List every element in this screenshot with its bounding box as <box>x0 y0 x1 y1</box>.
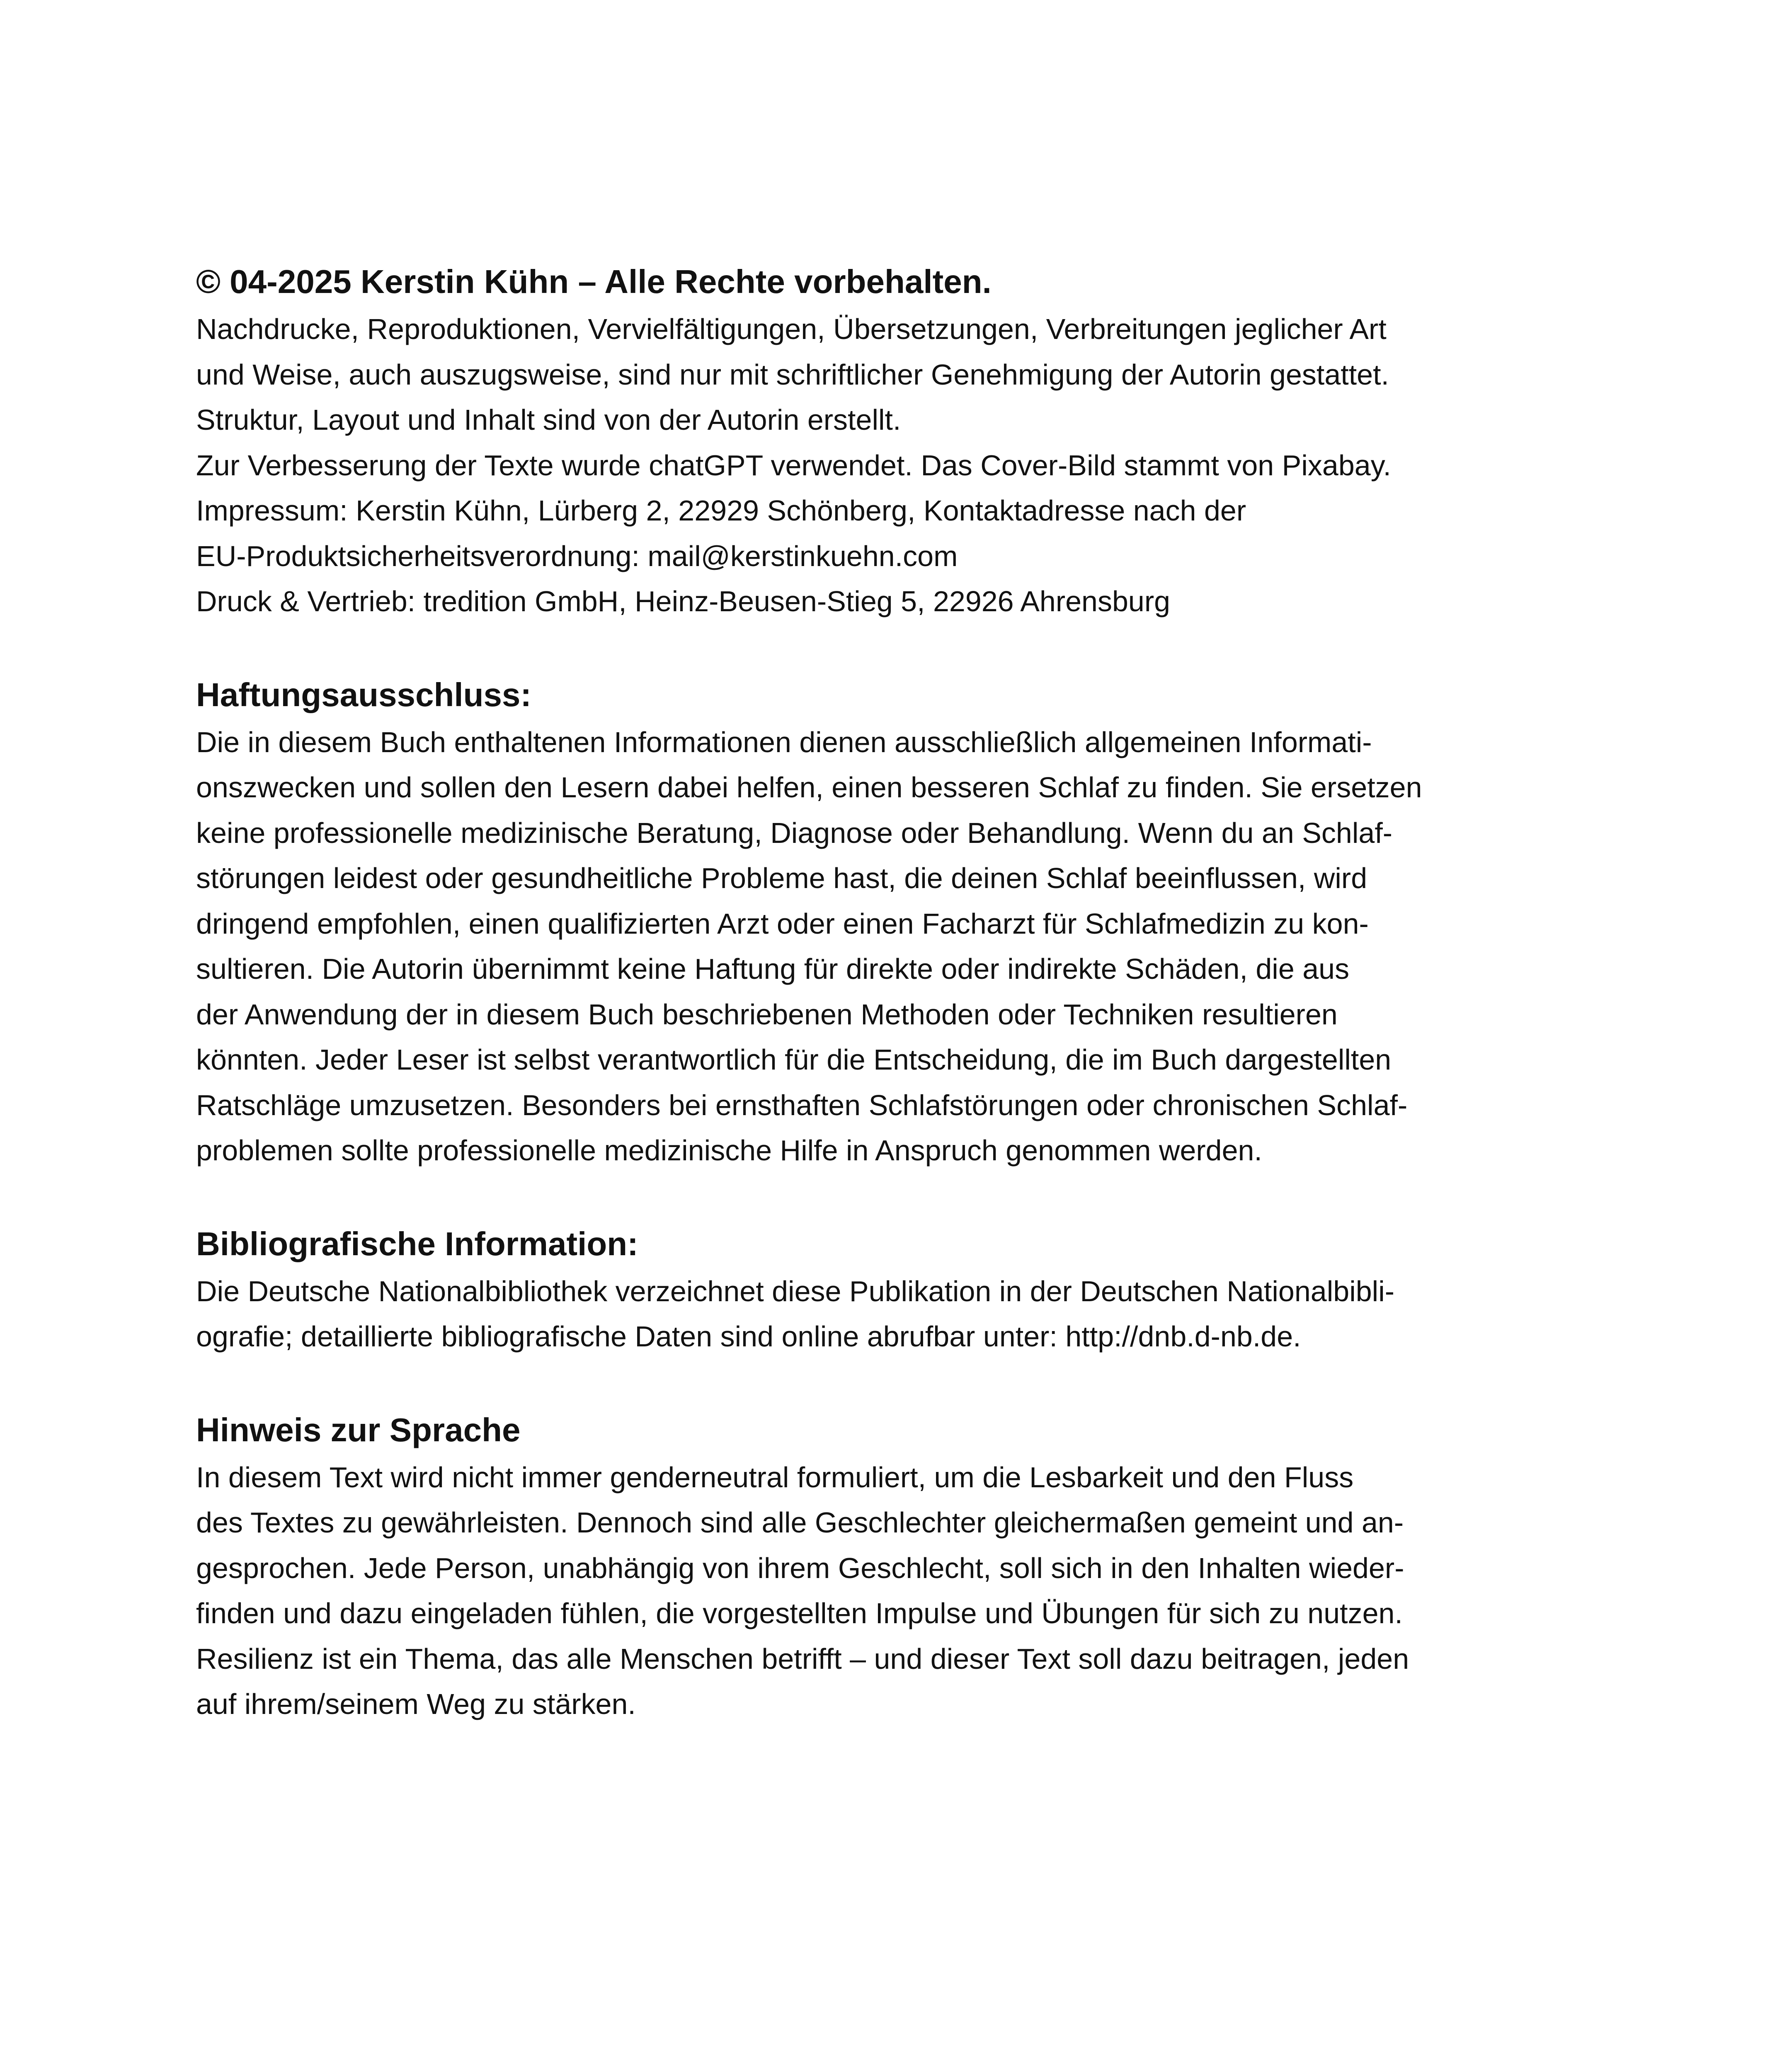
document-page <box>196 257 1572 1727</box>
disclaimer-line: könnten. Jeder Leser ist selbst verantwortlich für die Entscheidung, die im Buch dargestellten <box>196 1043 1392 1076</box>
copyright-line: und Weise, auch auszugsweise, sind nur mit schriftlicher Genehmigung der Autorin gestattet. <box>196 358 1389 391</box>
copyright-line: Nachdrucke, Reproduktionen, Vervielfältigungen, Übersetzungen, Verbreitungen jeglicher Art <box>196 313 1387 345</box>
copyright-line: Struktur, Layout und Inhalt sind von der Autorin erstellt. <box>196 404 901 436</box>
language-note-line: des Textes zu gewährleisten. Dennoch sind alle Geschlechter gleichermaßen gemeint und an- <box>196 1506 1404 1539</box>
language-note-heading: Hinweis zur Sprache <box>196 1411 521 1448</box>
imprint-line: Impressum: Kerstin Kühn, Lürberg 2, 22929 Schönberg, Kontaktadresse nach der <box>196 494 1246 527</box>
copyright-heading: © 04-2025 Kerstin Kühn – Alle Rechte vorbehalten. <box>196 263 992 300</box>
disclaimer-line: störungen leidest oder gesundheitliche Probleme hast, die deinen Schlaf beeinflussen, wird <box>196 862 1367 894</box>
imprint-contact-line: EU-Produktsicherheitsverordnung: mail@kerstinkuehn.com <box>196 540 958 572</box>
bibliographic-heading: Bibliografische Information: <box>196 1225 638 1262</box>
print-distribution-line: Druck & Vertrieb: tredition GmbH, Heinz-Beusen-Stieg 5, 22926 Ahrensburg <box>196 585 1171 617</box>
disclaimer-heading: Haftungsausschluss: <box>196 676 532 713</box>
bibliographic-line: Die Deutsche Nationalbibliothek verzeichnet diese Publikation in der Deutschen Nationalbibli- <box>196 1275 1395 1307</box>
language-note-line: auf ihrem/seinem Weg zu stärken. <box>196 1688 636 1720</box>
disclaimer-line: der Anwendung der in diesem Buch beschriebenen Methoden oder Techniken resultieren <box>196 998 1338 1031</box>
language-note-section <box>196 1405 1572 1727</box>
disclaimer-section <box>196 670 1572 1174</box>
language-note-line: gesprochen. Jede Person, unabhängig von ihrem Geschlecht, soll sich in den Inhalten wieder- <box>196 1552 1404 1584</box>
language-note-line: Resilienz ist ein Thema, das alle Menschen betrifft – und dieser Text soll dazu beitragen, jeden <box>196 1642 1409 1675</box>
copyright-section <box>196 257 1572 625</box>
disclaimer-line: keine professionelle medizinische Beratung, Diagnose oder Behandlung. Wenn du an Schlaf- <box>196 816 1393 849</box>
disclaimer-line: onszwecken und sollen den Lesern dabei helfen, einen besseren Schlaf zu finden. Sie ersetzen <box>196 771 1422 804</box>
bibliographic-section <box>196 1219 1572 1360</box>
disclaimer-line: dringend empfohlen, einen qualifizierten Arzt oder einen Facharzt für Schlafmedizin zu kon- <box>196 907 1369 940</box>
language-note-line: finden und dazu eingeladen fühlen, die vorgestellten Impulse und Übungen für sich zu nutzen. <box>196 1597 1403 1629</box>
disclaimer-line: sultieren. Die Autorin übernimmt keine Haftung für direkte oder indirekte Schäden, die aus <box>196 953 1350 985</box>
language-note-line: In diesem Text wird nicht immer genderneutral formuliert, um die Lesbarkeit und den Fluss <box>196 1461 1354 1493</box>
disclaimer-line: Die in diesem Buch enthaltenen Informationen dienen ausschließlich allgemeinen Informati- <box>196 726 1372 758</box>
bibliographic-line: ografie; detaillierte bibliografische Daten sind online abrufbar unter: http://dnb.d-nb.de. <box>196 1320 1301 1353</box>
disclaimer-line: problemen sollte professionelle medizinische Hilfe in Anspruch genommen werden. <box>196 1134 1262 1167</box>
disclaimer-line: Ratschläge umzusetzen. Besonders bei ernsthaften Schlafstörungen oder chronischen Schlaf- <box>196 1089 1408 1121</box>
copyright-line: Zur Verbesserung der Texte wurde chatGPT verwendet. Das Cover-Bild stammt von Pixabay. <box>196 449 1391 482</box>
